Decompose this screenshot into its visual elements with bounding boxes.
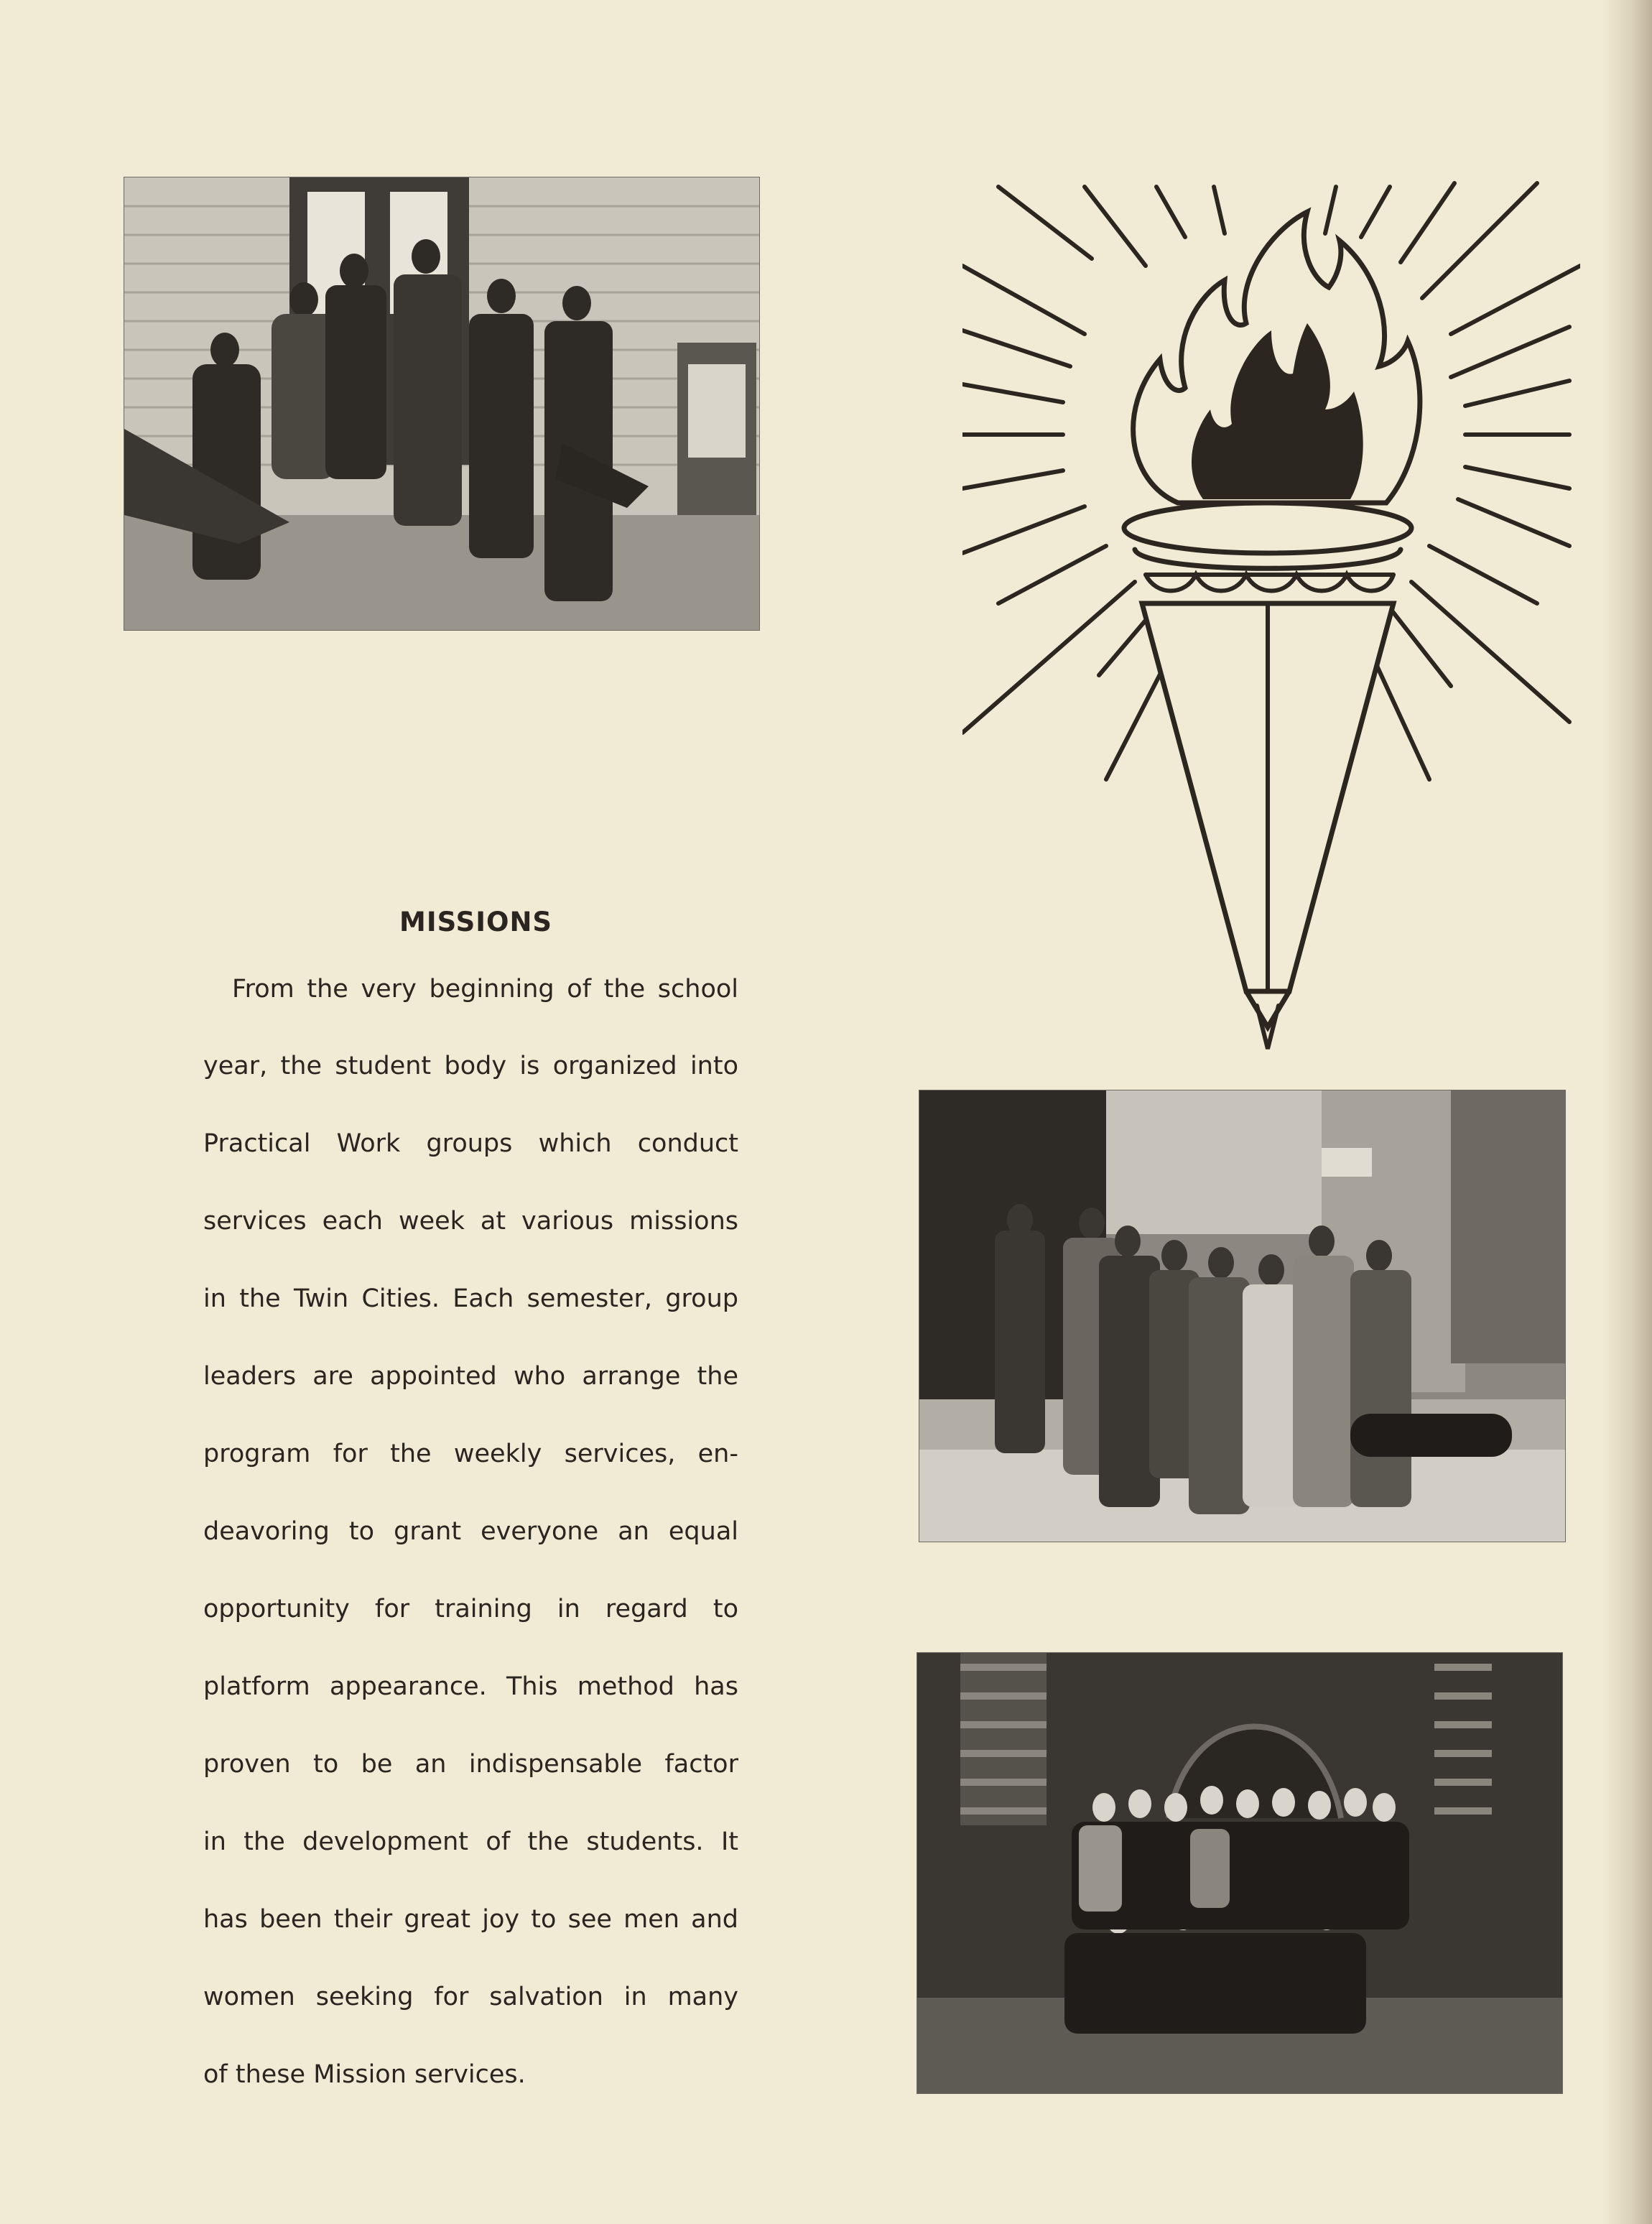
paragraph-line: year, the student body is organized into — [203, 1052, 738, 1080]
paragraph-line: platform appearance. This method has — [203, 1672, 738, 1701]
large-group-photo — [917, 1652, 1563, 2094]
paragraph-line: deavoring to grant everyone an equal — [203, 1517, 738, 1546]
paragraph-line: From the very beginning of the school — [232, 975, 738, 1004]
paragraph-line: in the Twin Cities. Each semester, group — [203, 1284, 738, 1313]
paragraph-line: of these Mission services. — [203, 2060, 526, 2089]
paragraph-line: program for the weekly services, en- — [203, 1440, 738, 1468]
paragraph-line: leaders are appointed who arrange the — [203, 1362, 738, 1391]
paragraph-line: proven to be an indispensable factor — [203, 1750, 738, 1779]
paragraph-line: opportunity for training in regard to — [203, 1595, 738, 1623]
paragraph-line: Practical Work groups which conduct — [203, 1129, 738, 1158]
paragraph-line: has been their great joy to see men and — [203, 1905, 738, 1934]
group-on-steps-photo — [124, 177, 760, 631]
paragraph-line: in the development of the students. It — [203, 1827, 738, 1856]
section-heading: MISSIONS — [399, 907, 553, 937]
paragraph-line: services each week at various missions — [203, 1207, 738, 1236]
page-edge-shadow — [1602, 0, 1652, 2224]
torch-icon — [962, 172, 1580, 1056]
paragraph-line: women seeking for salvation in many — [203, 1983, 738, 2011]
group-on-street-photo — [919, 1090, 1566, 1542]
